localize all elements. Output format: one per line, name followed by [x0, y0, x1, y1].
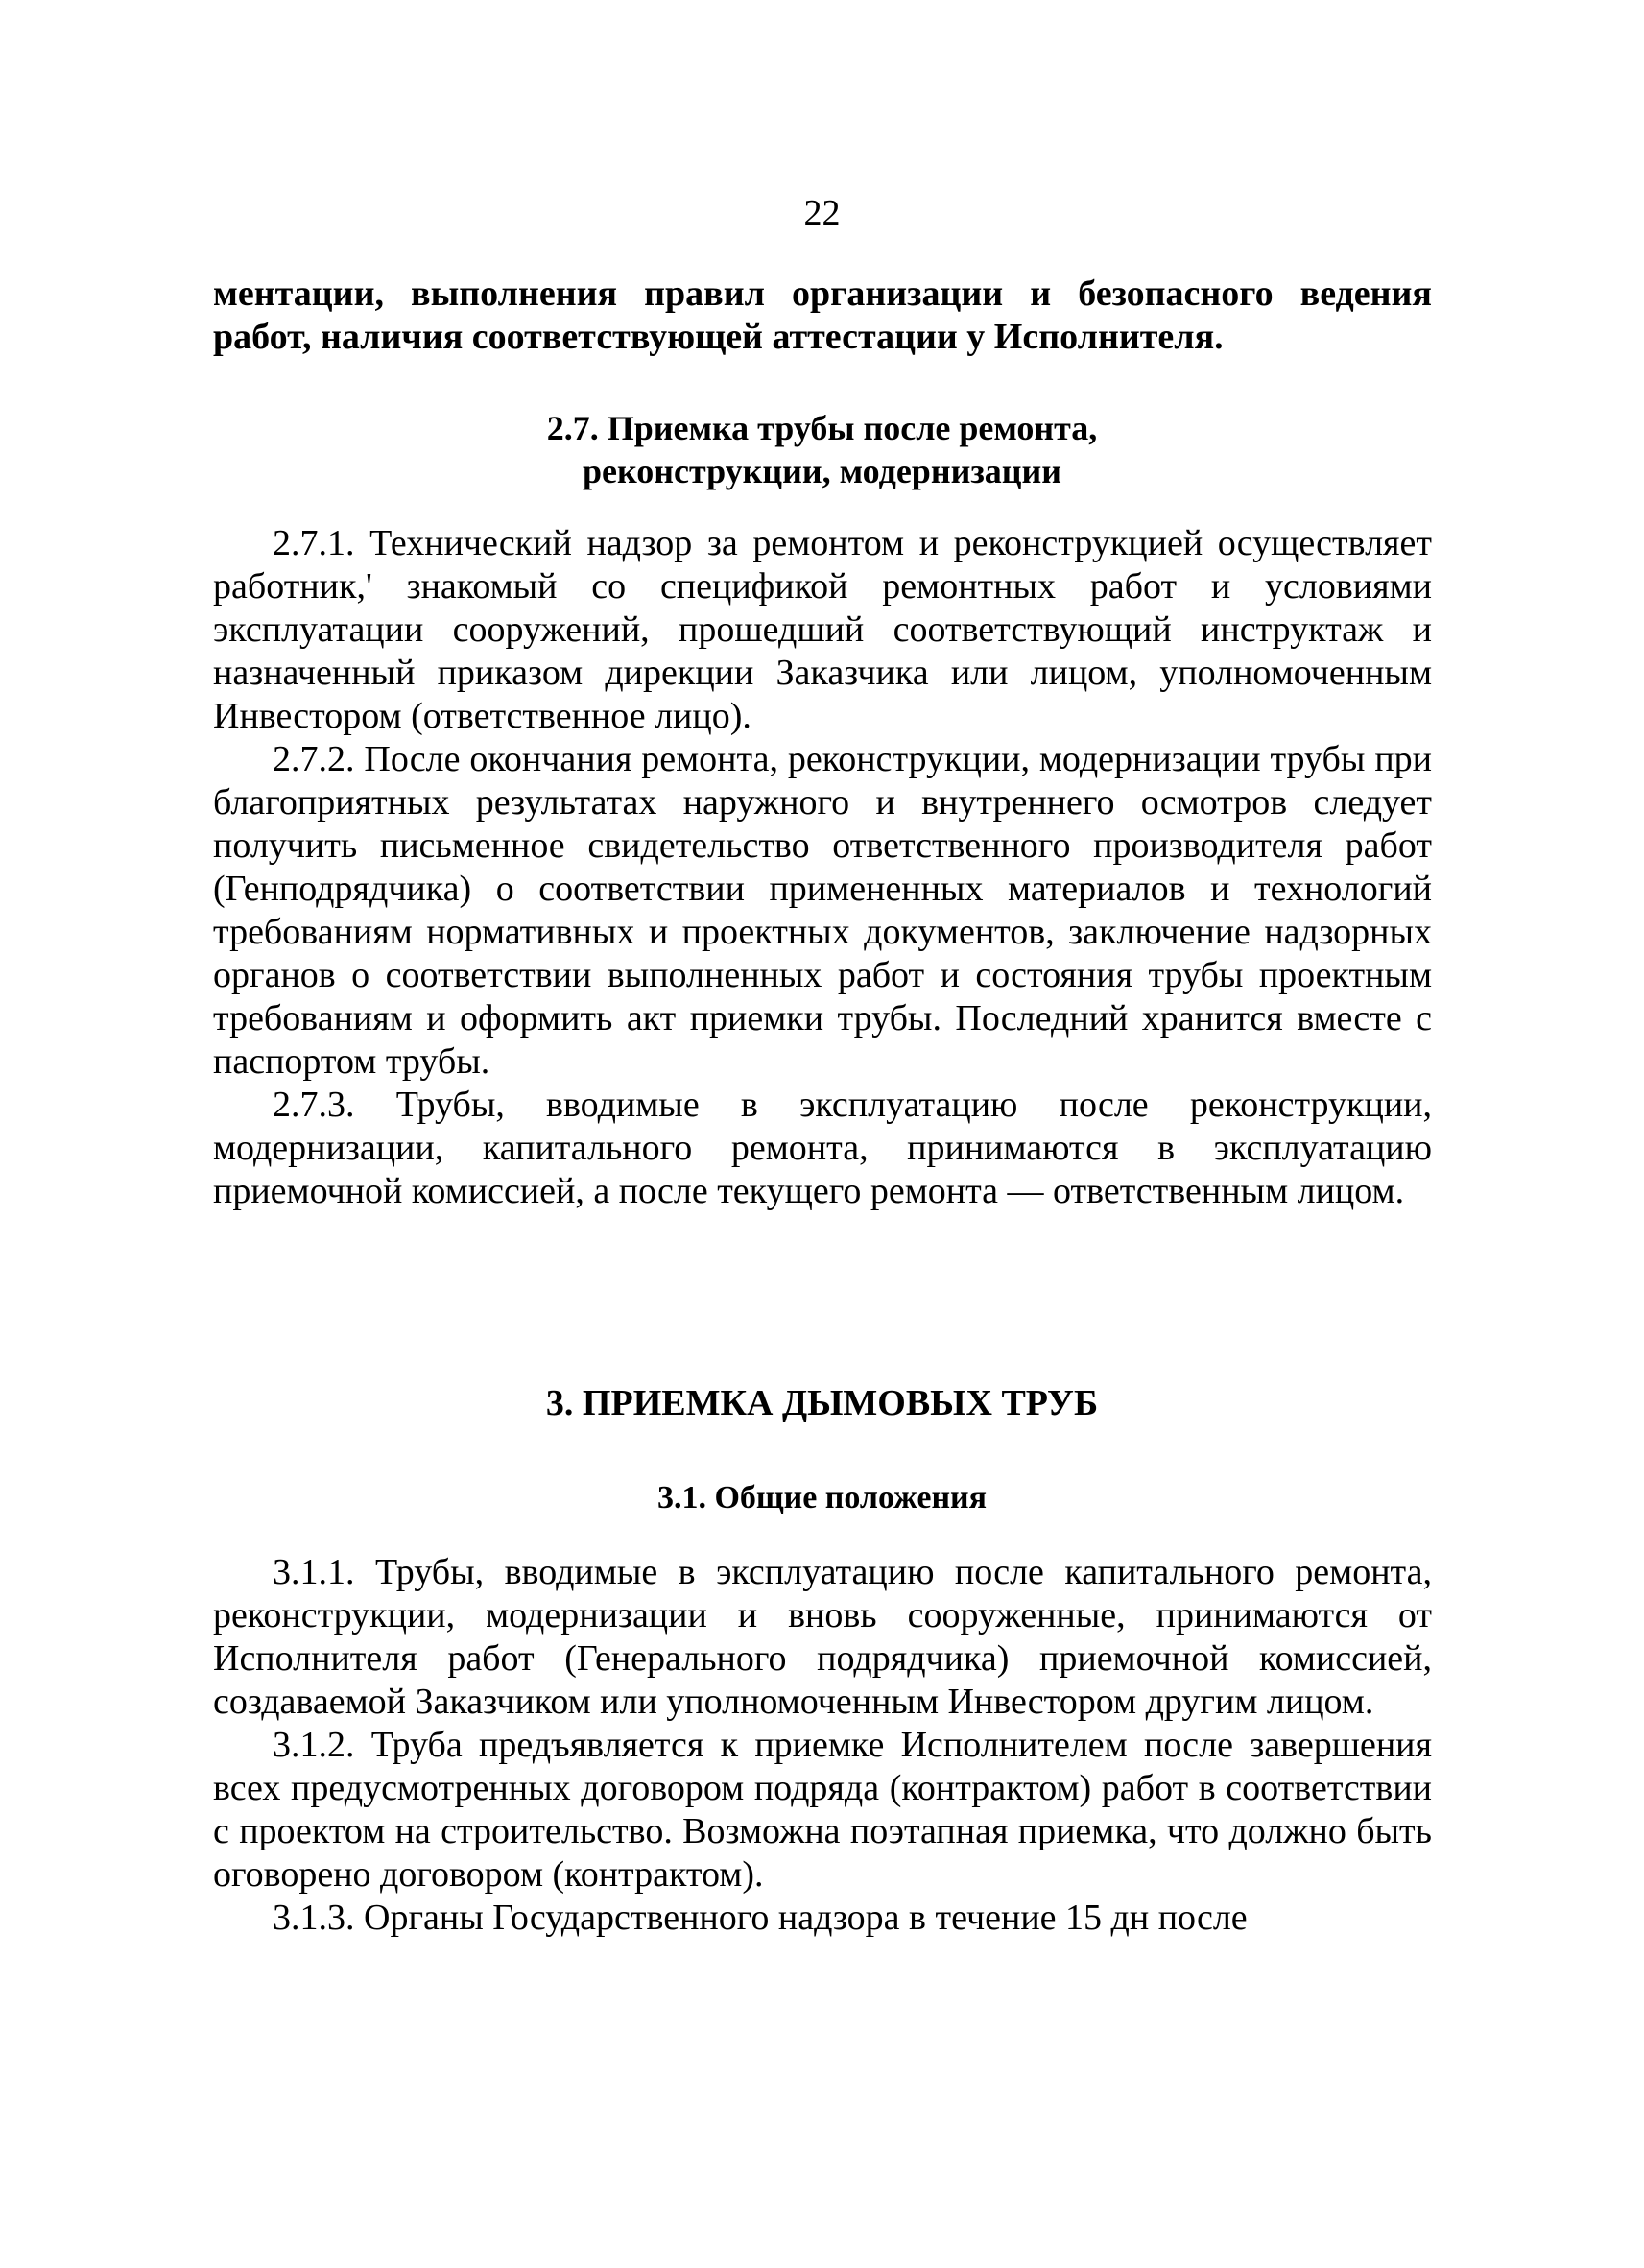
paragraph-3-1-2: 3.1.2. Труба предъявляется к приемке Исполнителем после завершения всех предусмотренных договором подряда (контрактом) работ в соответствии с проектом на строительство. Возможна поэтапная приемка, что должно быть оговорено договором (контрактом).	[213, 1725, 1432, 1895]
paragraph-2-7-2: 2.7.2. После окончания ремонта, реконструкции, модернизации трубы при благоприятных результатах наружного и внутреннего осмотров следует получить письменное свидетельство ответственного производителя работ (Генподрядчика) о соответствии примененных материалов и технологий требованиям нормативных и проектных документов, заключение надзорных органов о соответствии выполненных работ и состояния трубы проектным требованиям и оформить акт приемки трубы. Последний хранится вместе с паспортом трубы.	[213, 739, 1432, 1082]
section-3-title: 3. ПРИЕМКА ДЫМОВЫХ ТРУБ	[545, 1383, 1099, 1423]
intro-block	[213, 273, 1432, 359]
section-3-body	[213, 1551, 1432, 1940]
section-3-1-subtitle: 3.1. Общие положения	[656, 1480, 988, 1516]
section-2-7-title-line1: 2.7. Приемка трубы после ремонта,	[546, 409, 1098, 447]
section-2-7-body	[213, 522, 1432, 1213]
paragraph-2-7-3: 2.7.3. Трубы, вводимые в эксплуатацию после реконструкции, модернизации, капитального ремонта, принимаются в эксплуатацию приемочной комиссией, а после текущего ремонта — ответственным лицом.	[213, 1085, 1432, 1211]
page-number: 22	[803, 193, 841, 233]
section-2-7-title	[0, 407, 1644, 493]
paragraph-2-7-1: 2.7.1. Технический надзор за ремонтом и реконструкцией осуществляет работник,' знакомый со спецификой ремонтных работ и условиями эксплуатации сооружений, прошедший соответствующий инструктаж и назначенный приказом дирекции Заказчика или лицом, уполномоченным Инвестором (ответственное лицо).	[213, 523, 1432, 736]
paragraph-3-1-1: 3.1.1. Трубы, вводимые в эксплуатацию после капитального ремонта, реконструкции, модернизации и вновь сооруженные, принимаются от Исполнителя работ (Генерального подрядчика) приемочной комиссией, создаваемой Заказчиком или уполномоченным Инвестором другим лицом.	[213, 1552, 1432, 1722]
intro-paragraph: ментации, выполнения правил организации и безопасного ведения работ, наличия соответствующей аттестации у Исполнителя.	[213, 274, 1432, 357]
paragraph-3-1-3: 3.1.3. Органы Государственного надзора в течение 15 дн после	[273, 1898, 1248, 1938]
section-2-7-title-line2: реконструкции, модернизации	[582, 452, 1062, 490]
